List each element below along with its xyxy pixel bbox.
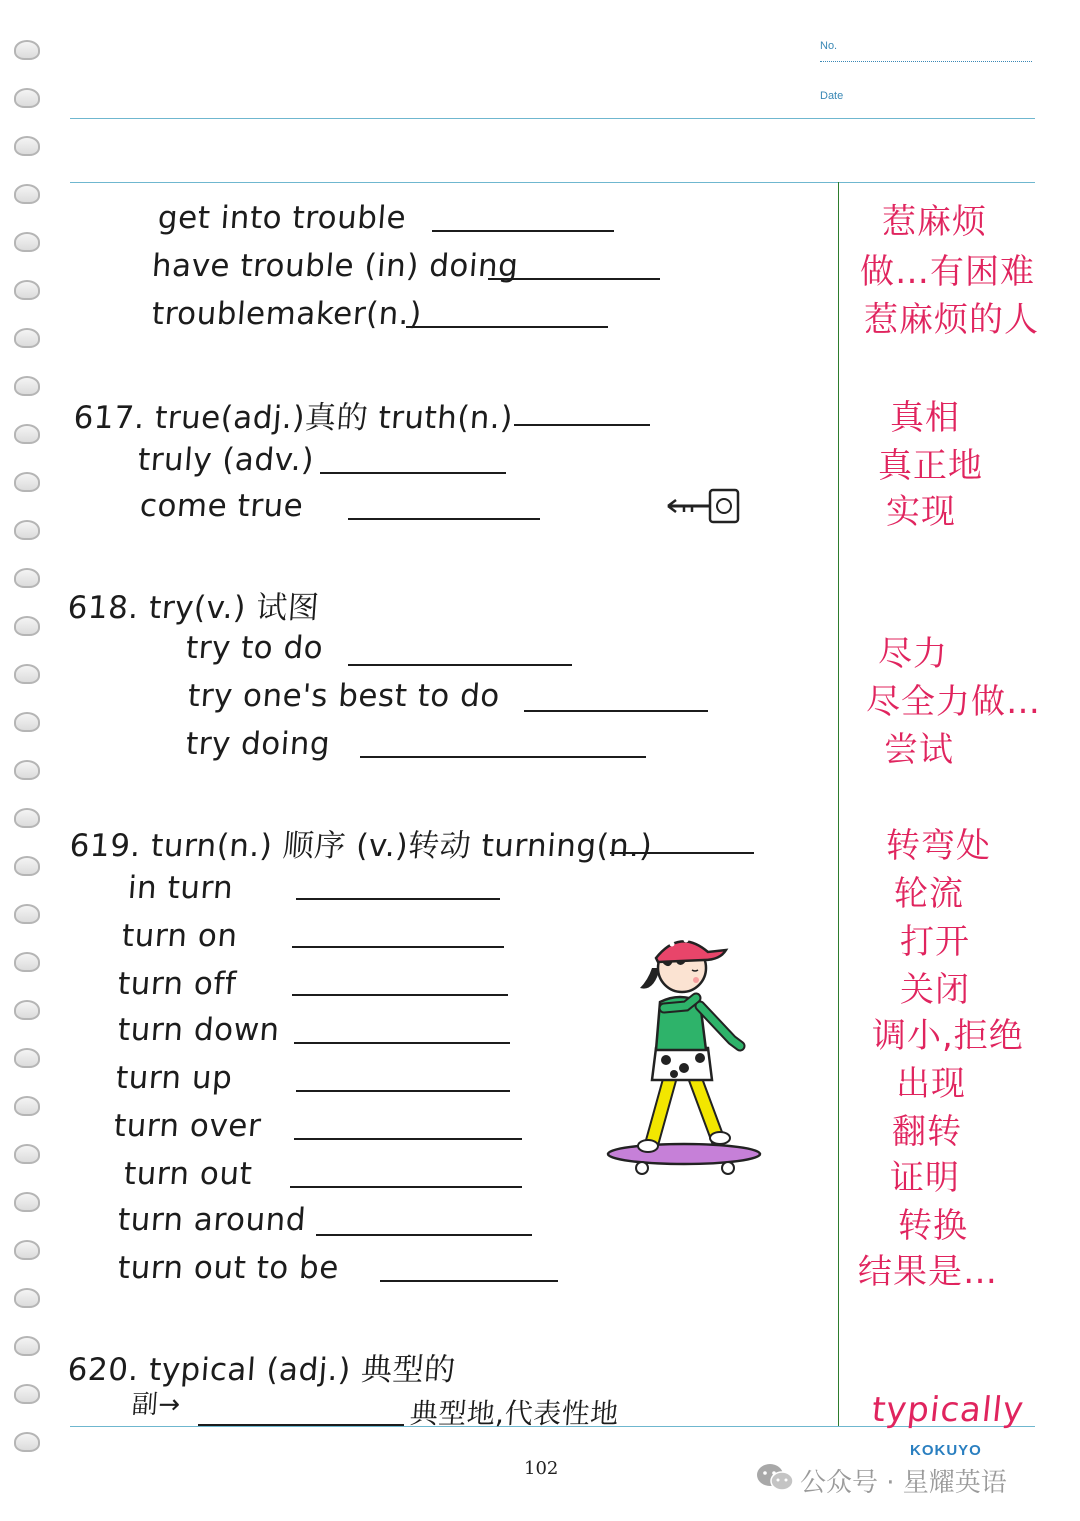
binding-hole: [14, 472, 40, 492]
entry-heading: 620. typical (adj.) 典型的: [66, 1352, 457, 1388]
answer-blank: [292, 946, 504, 948]
answer-blank: [296, 1090, 510, 1092]
phrase-text: turn around: [116, 1202, 308, 1238]
binding-hole: [14, 376, 40, 396]
adverb-meaning: 典型地,代表性地: [408, 1397, 620, 1430]
binding-hole: [14, 136, 40, 156]
answer-text: typically: [869, 1390, 1027, 1430]
binding-hole: [14, 1240, 40, 1260]
binding-hole: [14, 1144, 40, 1164]
answer-blank: [290, 1186, 522, 1188]
answer-text: 实现: [886, 492, 956, 532]
answer-text: 尽全力做…: [866, 682, 1041, 722]
answer-text: 转弯处: [886, 826, 991, 866]
entry-heading: 619. turn(n.) 顺序 (v.)转动 turning(n.): [68, 828, 654, 864]
brand-logo: KOKUYO: [910, 1442, 982, 1459]
binding-hole: [14, 88, 40, 108]
binding-hole: [14, 1384, 40, 1404]
phrase-text: try one's best to do: [186, 678, 502, 714]
no-label: No.: [820, 40, 838, 52]
answer-blank: [432, 230, 614, 232]
answer-blank: [294, 1138, 522, 1140]
answer-text: 惹麻烦的人: [864, 300, 1039, 340]
phrase-text: turn off: [116, 966, 238, 1002]
top-rule: [70, 182, 1035, 183]
watermark-text: 公众号 · 星耀英语: [800, 1468, 1007, 1498]
binding-hole: [14, 568, 40, 588]
binding-hole: [14, 1048, 40, 1068]
adverb-prefix: 副→: [130, 1390, 182, 1420]
answer-blank: [296, 898, 500, 900]
binding-hole: [14, 904, 40, 924]
date-label: Date: [820, 90, 844, 102]
phrase-text: turn out: [122, 1156, 254, 1192]
answer-blank: [406, 326, 608, 328]
phrase-text: turn down: [116, 1012, 281, 1048]
answer-text: 尽力: [878, 634, 948, 674]
answer-blank: [292, 994, 508, 996]
binding-hole: [14, 616, 40, 636]
phrase-text: turn over: [112, 1108, 263, 1144]
phrase-text: get into trouble: [156, 200, 408, 236]
binding-hole: [14, 856, 40, 876]
binding-hole: [14, 952, 40, 972]
binding-hole: [14, 1000, 40, 1020]
header-rule: [70, 118, 1035, 119]
answer-blank: [610, 852, 754, 854]
answer-blank: [198, 1424, 404, 1426]
answer-text: 转换: [898, 1206, 968, 1246]
answer-blank: [524, 710, 708, 712]
skateboard-girl-illustration: [600, 928, 770, 1178]
binding-hole: [14, 424, 40, 444]
binding-hole: [14, 1288, 40, 1308]
phrase-text: turn up: [114, 1060, 234, 1096]
answer-text: 做…有困难: [860, 252, 1035, 292]
phrase-text: come true: [138, 488, 305, 524]
binding-hole: [14, 1336, 40, 1356]
answer-text: 尝试: [884, 730, 954, 770]
phrase-text: truly (adv.): [136, 442, 316, 478]
binding-hole: [14, 1192, 40, 1212]
answer-text: 轮流: [894, 874, 964, 914]
page-number: 102: [524, 1458, 559, 1479]
answer-blank: [348, 518, 540, 520]
answer-text: 调小,拒绝: [872, 1016, 1024, 1056]
answer-text: 出现: [896, 1064, 966, 1104]
answer-blank: [360, 756, 646, 758]
key-icon: [664, 486, 742, 526]
binding-hole: [14, 328, 40, 348]
binding-hole: [14, 664, 40, 684]
phrase-text: turn out to be: [116, 1250, 341, 1286]
binding-hole: [14, 760, 40, 780]
answer-text: 真正地: [878, 446, 983, 486]
phrase-text: try doing: [184, 726, 332, 762]
entry-heading: 617. true(adj.)真的 truth(n.): [72, 400, 515, 436]
answer-text: 关闭: [900, 970, 970, 1010]
phrase-text: have trouble (in) doing: [150, 248, 520, 284]
binding-hole: [14, 280, 40, 300]
answer-blank: [514, 424, 650, 426]
answer-text: 惹麻烦: [882, 202, 987, 242]
answer-blank: [488, 278, 660, 280]
answer-blank: [320, 472, 506, 474]
answer-blank: [348, 664, 572, 666]
phrase-text: turn on: [120, 918, 239, 954]
binding-hole: [14, 808, 40, 828]
phrase-text: try to do: [184, 630, 325, 666]
answer-blank: [380, 1280, 558, 1282]
wechat-icon: [756, 1462, 794, 1494]
answer-text: 结果是…: [858, 1252, 998, 1292]
entry-heading: 618. try(v.) 试图: [66, 590, 321, 626]
answer-text: 翻转: [892, 1112, 962, 1152]
phrase-text: troublemaker(n.): [150, 296, 424, 332]
margin-line: [838, 182, 839, 1426]
phrase-text: in turn: [126, 870, 235, 906]
binding-hole: [14, 1096, 40, 1116]
no-dotted-line: [820, 61, 1032, 62]
answer-text: 证明: [890, 1158, 960, 1198]
binding-hole: [14, 40, 40, 60]
binding-hole: [14, 1432, 40, 1452]
answer-blank: [316, 1234, 532, 1236]
binding-hole: [14, 232, 40, 252]
answer-blank: [294, 1042, 510, 1044]
binding-hole: [14, 184, 40, 204]
binding-hole: [14, 712, 40, 732]
answer-text: 打开: [900, 922, 970, 962]
answer-text: 真相: [890, 398, 960, 438]
binding-hole: [14, 520, 40, 540]
